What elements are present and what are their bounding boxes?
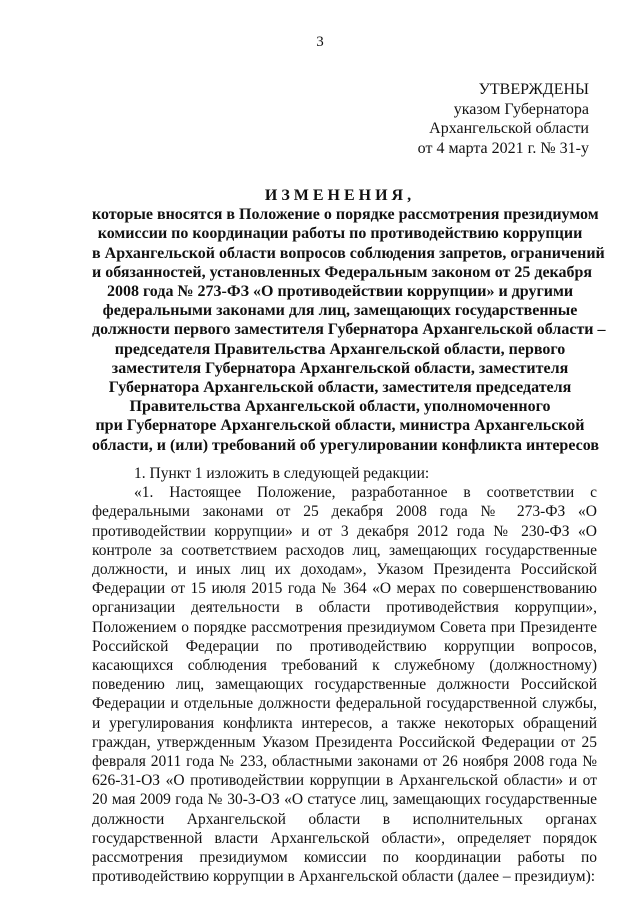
- quoted-paragraph: «1. Настоящее Положение, разработанное в соответствии с федеральными законами от 25 декабря 2008 года № 273-ФЗ «О противодействии коррупции» и от 3 декабря 2012 года № 230-ФЗ «О контроле за соответствием расходов лиц, замещающих государственные должности, и иных лиц их доходам», Указом Президента Российской Федерации от 15 июля 2015 года № 364 «О мерах по совершенствованию организации деятельности в области противодействия коррупции», Положением о порядке рассмотрения президиумом Совета при Президенте Российской Федерации по противодействию коррупции вопросов, касающихся соблюдения требований к служебному (должностному) поведению лиц, замещающих государственные должности Российской Федерации и отдельные должности федеральной государственной службы, и урегулирования конфликта интересов, а также некоторых обращений граждан, утвержденным Указом Президента Российской Федерации от 25 февраля 2011 года № 233, областными законами от 26 ноября 2008 года № 626-31-ОЗ «О противодействии коррупции в Архангельской области» и от 20 мая 2009 года № 30-3-ОЗ «О статусе лиц, замещающих государственные должности Архангельской области в исполнительных органах государственной власти Архангельской области», определяет порядок рассмотрения президиумом комиссии по координации работы по противодействию коррупции в Архангельской области (далее – президиум):: [92, 484, 597, 886]
- subtitle-line: которые вносятся в Положение о порядке рассмотрения президиумом: [92, 206, 599, 224]
- approval-stamp: [418, 80, 589, 158]
- subtitle-line: 2008 года № 273-ФЗ «О противодействии коррупции» и другими: [106, 283, 574, 301]
- subtitle-line: председателя Правительства Архангельской области, первого: [114, 340, 566, 358]
- subtitle-line: Губернатора Архангельской области, заместителя председателя: [108, 379, 572, 397]
- subtitle-line: области, и (или) требований об урегулировании конфликта интересов: [92, 436, 599, 454]
- subtitle-line: заместителя Губернатора Архангельской области, заместителя: [111, 359, 569, 377]
- subtitle-line: Правительства Архангельской области, уполномоченного: [129, 398, 551, 416]
- document-title: ИЗМЕНЕНИЯ,: [264, 187, 416, 204]
- subtitle-line: при Губернаторе Архангельской области, министра Архангельской: [95, 417, 585, 435]
- approval-line: УТВЕРЖДЕНЫ: [478, 81, 589, 98]
- subtitle-line: федеральными законами для лиц, замещающих государственные: [102, 302, 578, 320]
- document-heading: [92, 186, 606, 455]
- subtitle-line: должности первого заместителя Губернатора Архангельской области –: [92, 321, 606, 339]
- approval-line: Архангельской области: [429, 120, 589, 137]
- approval-line: от 4 марта 2021 г. № 31-у: [417, 139, 589, 157]
- subtitle-line: в Архангельской области вопросов соблюдения запретов, ограничений: [92, 244, 605, 262]
- amendment-item-1: 1. Пункт 1 изложить в следующей редакции:: [134, 465, 430, 482]
- approval-line: указом Губернатора: [453, 100, 589, 118]
- subtitle-line: комиссии по координации работы по противодействию коррупции: [97, 225, 583, 243]
- document-body: [92, 464, 597, 886]
- document-subtitle: [92, 205, 606, 455]
- page-number: 3: [316, 34, 324, 50]
- subtitle-line: и обязанностей, установленных Федеральным законом от 25 декабря: [92, 263, 593, 281]
